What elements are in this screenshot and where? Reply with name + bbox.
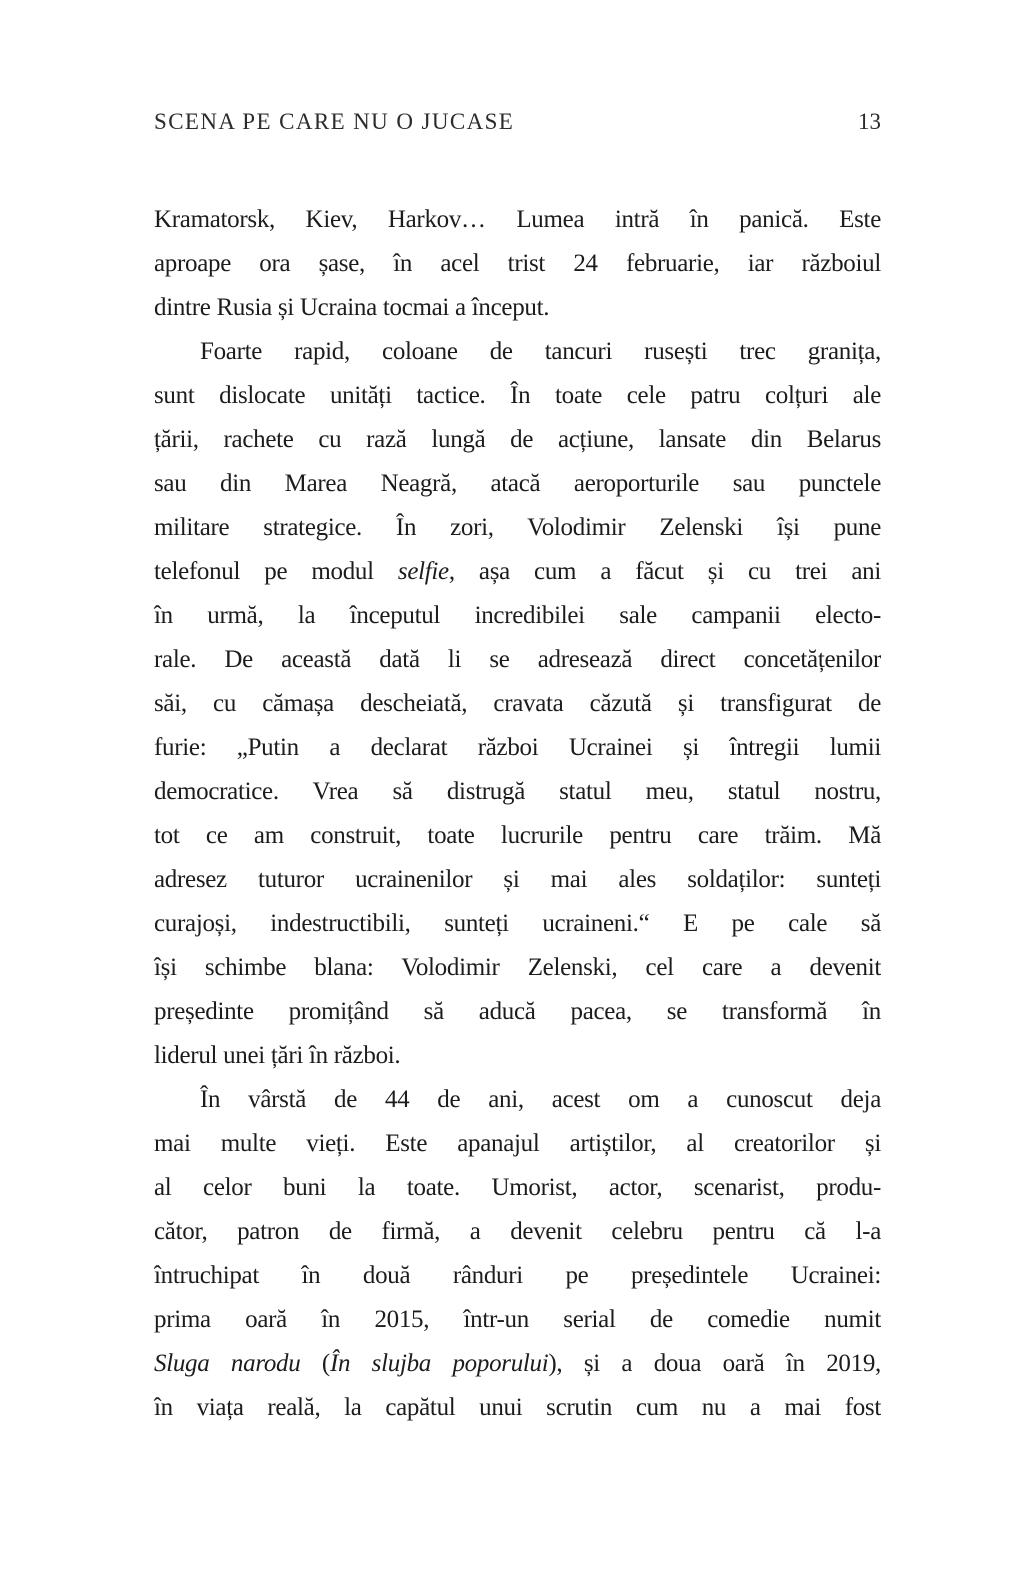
italic-text-run: În slujba poporului [329,1350,549,1377]
text-run: Kramatorsk, Kiev, Harkov… Lumea intră în panică. Este [154,206,881,233]
text-run: În vârstă de 44 de ani, acest om a cunoscut deja [200,1086,881,1113]
text-line [154,418,881,462]
text-line [154,1298,881,1342]
text-line [154,1034,881,1078]
text-line [154,330,881,374]
text-run: țării, rachete cu rază lungă de acțiune, lansate din Belarus [154,426,881,453]
text-run: mai multe vieți. Este apanajul artiștilor, al creatorilor și [154,1130,881,1157]
text-line [154,462,881,506]
text-line [154,594,881,638]
text-run: al celor buni la toate. Umorist, actor, scenarist, produ- [154,1174,881,1201]
text-line [154,726,881,770]
text-line [154,638,881,682]
text-line [154,550,881,594]
text-run: dintre Rusia și Ucraina tocmai a început. [154,294,550,321]
text-line [154,198,881,242]
text-run: Foarte rapid, coloane de tancuri rusești trec granița, [200,338,881,365]
text-line [154,1210,881,1254]
running-header-title: SCENA PE CARE NU O JUCASE [154,109,515,134]
text-run: președinte promițând să aducă pacea, se transformă în [154,998,881,1025]
text-run: întruchipat în două rânduri pe președintele Ucrainei: [154,1262,881,1289]
text-run: curajoși, indestructibili, sunteți ucraineni.“ E pe cale să [154,910,881,937]
text-line [154,682,881,726]
text-run: în urmă, la începutul incredibilei sale campanii electo- [154,602,881,629]
text-run: prima oară în 2015, într-un serial de comedie numit [154,1306,881,1333]
text-run: democratice. Vrea să distrugă statul meu, statul nostru, [154,778,881,805]
text-line [154,374,881,418]
text-line [154,286,881,330]
text-line [154,814,881,858]
text-run: ), și a doua oară în 2019, [548,1350,881,1377]
text-run: liderul unei țări în război. [154,1042,401,1069]
text-run: cător, patron de firmă, a devenit celebru pentru că l-a [154,1218,881,1245]
text-line [154,1254,881,1298]
text-run: furie: „Putin a declarat război Ucrainei și întregii lumii [154,734,881,761]
text-run: tot ce am construit, toate lucrurile pentru care trăim. Mă [154,822,881,849]
italic-text-run: selfie [397,558,449,585]
text-line [154,506,881,550]
text-line [154,902,881,946]
text-column [154,108,881,1430]
page-number: 13 [858,109,881,134]
text-run: săi, cu cămașa descheiată, cravata căzută și transfigurat de [154,690,881,717]
text-run: adresez tuturor ucrainenilor și mai ales soldaților: sunteți [154,866,881,893]
text-line [154,1342,881,1386]
italic-text-run: Sluga narodu [154,1350,301,1377]
text-run: , așa cum a făcut și cu trei ani [448,558,881,585]
text-line [154,858,881,902]
text-run: în viața reală, la capătul unui scrutin cum nu a mai fost [154,1394,881,1421]
text-run: sau din Marea Neagră, atacă aeroporturile sau punctele [154,470,881,497]
running-header [154,108,881,136]
text-line [154,1122,881,1166]
text-run: ( [300,1350,330,1377]
text-run: rale. De această dată li se adresează direct concetățenilor [154,646,881,673]
text-run: își schimbe blana: Volodimir Zelenski, cel care a devenit [154,954,881,981]
text-line [154,242,881,286]
text-run: aproape ora șase, în acel trist 24 februarie, iar războiul [154,250,881,277]
text-line [154,1166,881,1210]
text-line [154,946,881,990]
text-line [154,770,881,814]
text-line [154,1078,881,1122]
text-line [154,1386,881,1430]
text-run: telefonul pe modul [154,558,398,585]
text-run: sunt dislocate unități tactice. În toate cele patru colțuri ale [154,382,881,409]
body-text [154,198,881,1430]
text-run: militare strategice. În zori, Volodimir Zelenski își pune [154,514,881,541]
text-line [154,990,881,1034]
